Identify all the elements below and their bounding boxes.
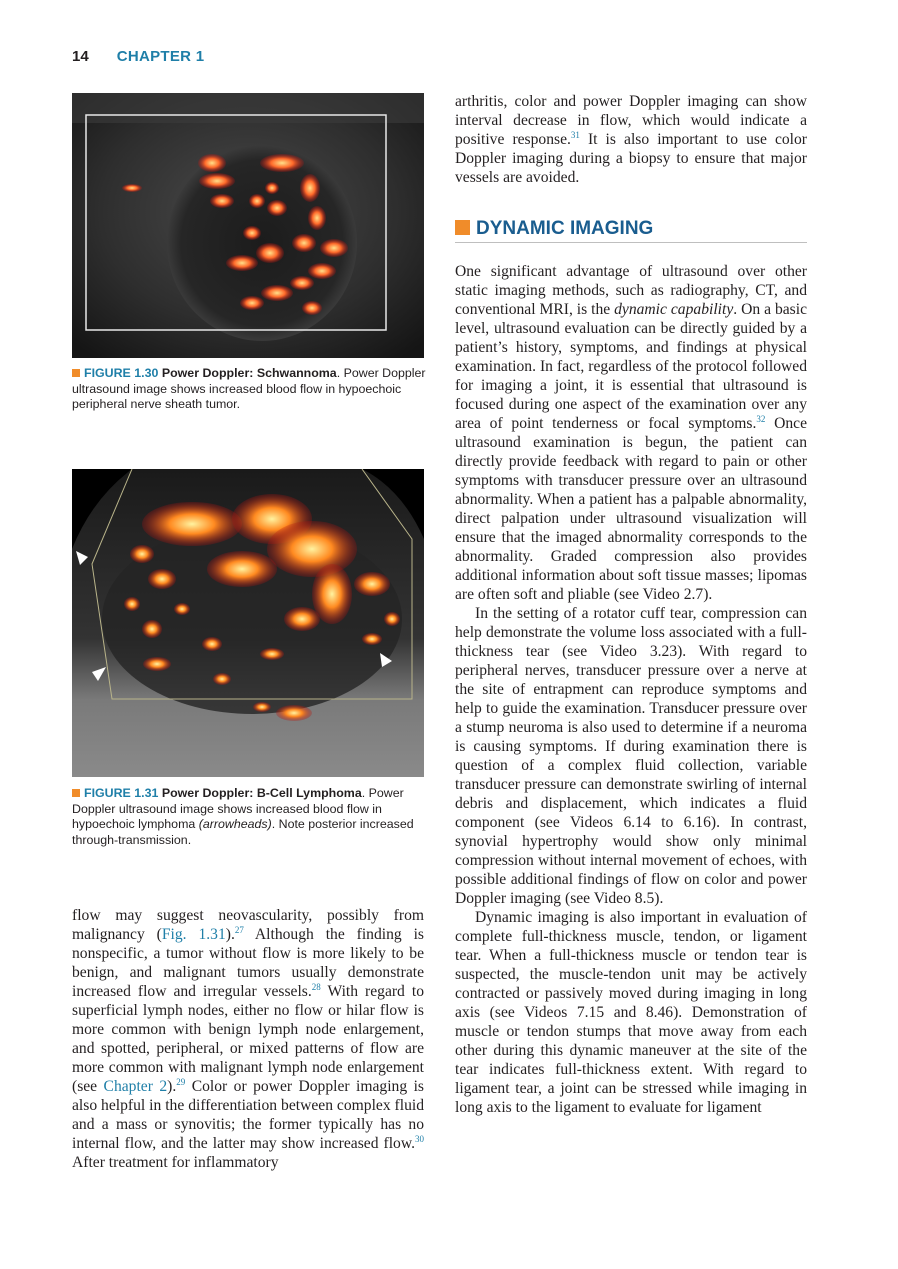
- paragraph: In the setting of a rotator cuff tear, compression can help demonstrate the volume loss associated with a full-thickness tear (see Video 3.23). With regard to peripheral nerves, transducer pressure over a nerve at the site of entrapment can reproduce symptoms and help to guide the examination. Transducer pressure over a stump neuroma is also used to determine if a neuroma is causing symptoms. If during examination there is question of a complex fluid collection, variable transducer pressure can demonstrate swirling of internal debris and displacement, which indicates a fluid component (see Videos 6.14 to 6.16). In contrast, synovial hypertrophy would show only minimal compression without internal movement of echoes, with possible additional findings of flow on color and power Doppler imaging (see Video 8.5).: [455, 605, 807, 907]
- paragraph: Dynamic imaging is also important in evaluation of complete full-thickness muscle, tendon, or ligament tear. When a full-thickness muscle or tendon tear is suspected, the muscle-tendon unit may be actively contracted or passively moved during imaging in long axis (see Videos 7.15 and 8.46). Demonstration of muscle or tendon stumps that move away from each other during this dynamic maneuver at the site of the tear indicates full-thickness extent. With regard to ligament tear, a joint can be stressed while imaging in long axis to the ligament to evaluate for ligament: [455, 909, 807, 1116]
- figure-text: Power Doppler ultrasound image shows increased blood flow in hypoechoic lymphoma: [72, 786, 404, 832]
- running-header: [72, 48, 204, 65]
- chapter-label: CHAPTER 1: [116, 48, 205, 65]
- caption-square-icon: [72, 369, 80, 377]
- citation[interactable]: 31: [570, 129, 580, 140]
- section-square-icon: [455, 220, 470, 235]
- right-column-text: [455, 262, 807, 1117]
- right-column-top-text: [455, 92, 807, 187]
- citation[interactable]: 29: [176, 1076, 186, 1087]
- citation[interactable]: 27: [234, 924, 244, 935]
- figure-1-31-image: [72, 469, 424, 777]
- paragraph: arthritis, color and power Doppler imaging can show interval decrease in flow, which would indicate a positive response.$^{31}$ It is also important to use color Doppler imaging during a biopsy to ensure that major vessels are avoided.: [455, 93, 807, 186]
- citation[interactable]: 32: [756, 413, 766, 424]
- section-heading: [455, 218, 807, 243]
- citation[interactable]: 28: [311, 981, 321, 992]
- citation[interactable]: 30: [415, 1133, 424, 1144]
- section-title: DYNAMIC IMAGING: [476, 218, 654, 239]
- figure-text-emphasis: (arrowheads): [198, 817, 272, 832]
- chapter-reference-link[interactable]: Chapter 2: [103, 1078, 168, 1095]
- paragraph: One significant advantage of ultrasound over other static imaging methods, such as radiography, CT, and conventional MRI, is the dynamic capability. On a basic level, ultrasound evaluation can be directly guided by a patient’s history, symptoms, and findings at physical examination. In fact, regardless of the protocol followed for imaging a joint, it is essential that ultrasound is focused during one aspect of the examination over any area of point tenderness or focal symptoms.$^{32}$ Once ultrasound examination is begun, the patient can directly provide feedback with regard to pain or other symptoms with transducer pressure over an ultrasound abnormality. When a patient has a palpable abnormality, direct palpation under ultrasound visualization will ensure that the imaged abnormality corresponds to the abnormality. Graded compression also provides additional information about soft tissue masses; lipomas are often soft and pliable (see Video 2.7).: [455, 263, 807, 603]
- figure-text: Power Doppler ultrasound image shows increased blood flow in hypoechoic peripheral nerve sheath tumor.: [72, 366, 426, 412]
- figure-1-30-caption: FIGURE 1.30 Power Doppler: Schwannoma. Power Doppler ultrasound image shows increased blood flow in hypoechoic peripheral nerve sheath tumor.: [72, 366, 426, 412]
- paragraph: flow may suggest neovascularity, possibly from malignancy (Fig. 1.31).$^{27}$ Although the finding is nonspecific, a tumor without flow is more likely to be benign, and malignant tumors usually demonstrate increased flow and irregular vessels.$^{28}$ With regard to superficial lymph nodes, either no flow or hilar flow is more common with benign lymph node enlargement, and spotted, peripheral, or mixed patterns of flow are more common with malignant lymph node enlargement (see Chapter 2).$^{29}$ Color or power Doppler imaging is also helpful in the differentiation between complex fluid and a mass or synovitis; the former typically has no internal flow, and the latter may show increased flow.$^{30}$ After treatment for inflammatory: [72, 907, 425, 1171]
- figure-text: . Note posterior increased through-transmission.: [72, 817, 414, 847]
- emphasis: dynamic capability: [614, 301, 734, 318]
- left-column-text: [72, 906, 424, 1172]
- figure-1-30-image: [72, 93, 424, 358]
- figure-title: Power Doppler: B-Cell Lymphoma: [161, 786, 362, 800]
- page-number: 14: [72, 48, 89, 65]
- figure-reference-link[interactable]: Fig. 1.31: [161, 926, 226, 943]
- figure-1-31-caption: FIGURE 1.31 Power Doppler: B-Cell Lymphoma. Power Doppler ultrasound image shows increased blood flow in hypoechoic lymphoma (arrowheads). Note posterior increased through-transmission.: [72, 786, 414, 847]
- caption-square-icon: [72, 789, 80, 797]
- figure-label: FIGURE 1.30: [84, 366, 159, 380]
- figure-label: FIGURE 1.31: [84, 786, 159, 800]
- figure-title: Power Doppler: Schwannoma: [161, 366, 337, 380]
